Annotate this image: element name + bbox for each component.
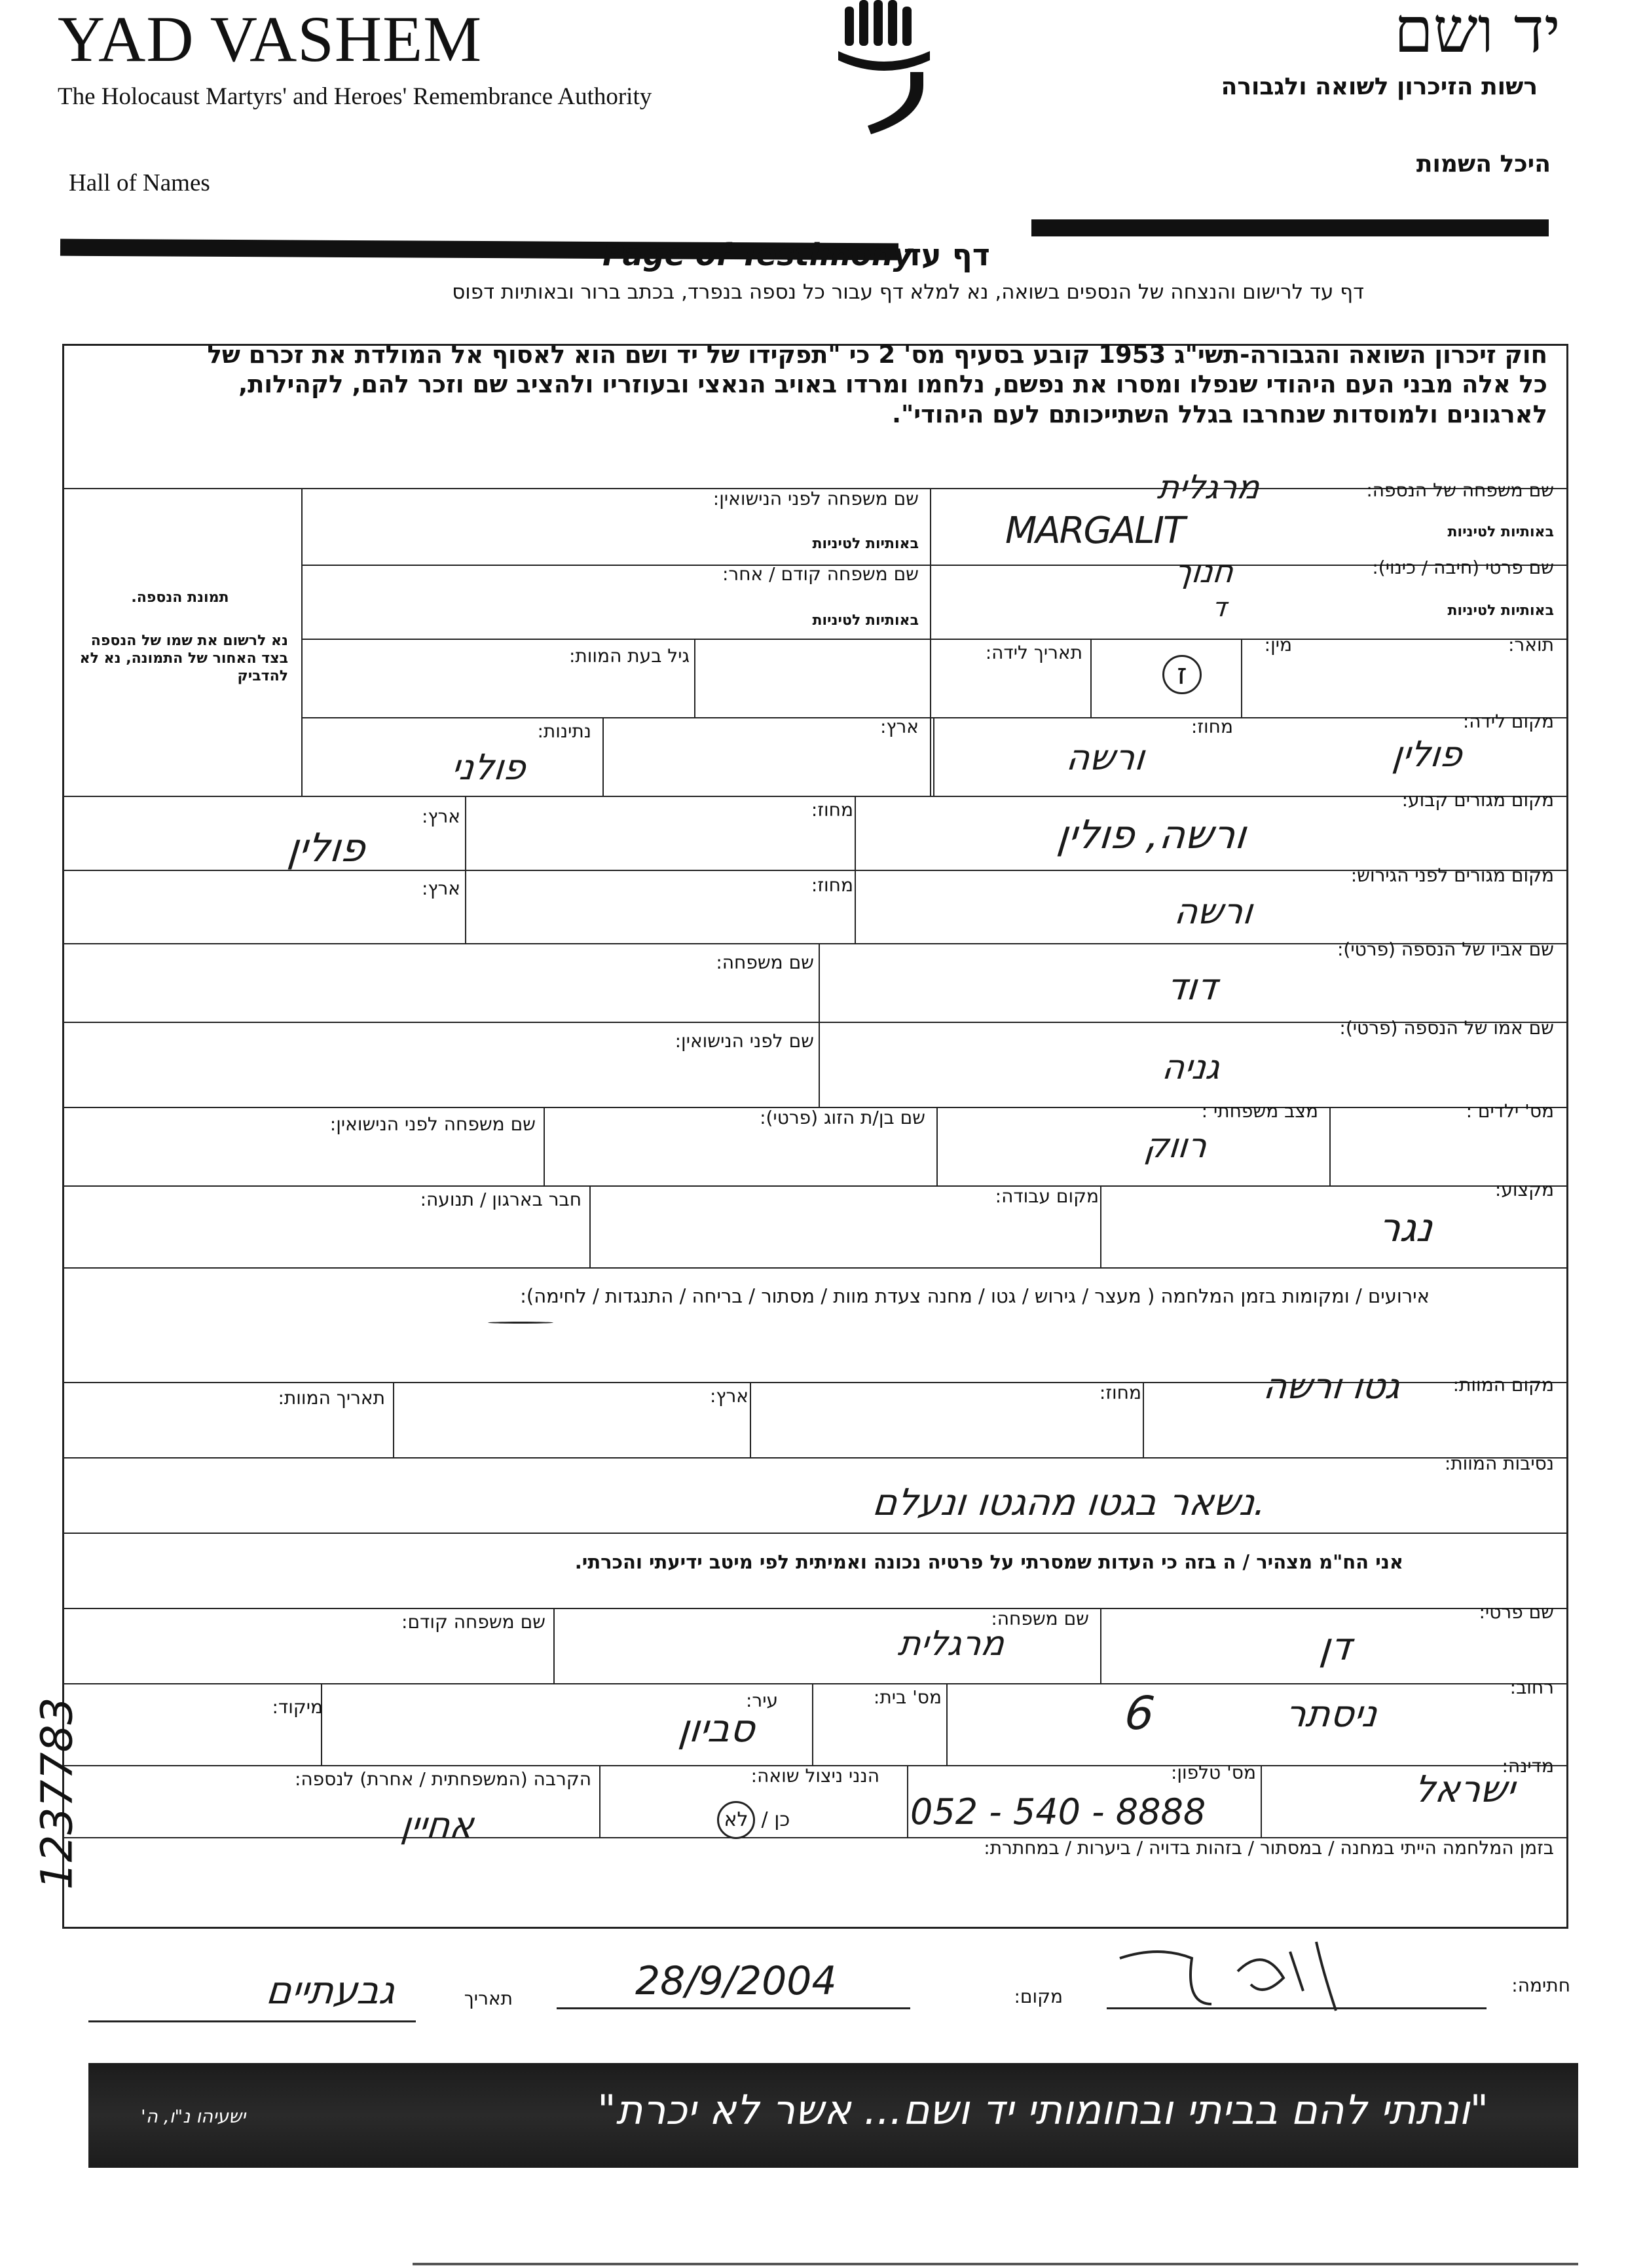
survivor-options[interactable] [717, 1801, 790, 1839]
label-birth-date: תאריך לידה: [985, 642, 1082, 663]
value-father-name: דוד [1164, 966, 1219, 1009]
law-text-2: כל אלה מבני העם היהודי שנפלו ומסרו את נפשם, נלחמו ומרדו באויב הנאצי ובעוזריו ולהציב שם וזכר להם, לקהילות, [238, 370, 1547, 398]
law-text-1: חוק זיכרון השואה והגבורה-תשי"ג 1953 קובע בסעיף מס' 2 כי "תפקידו של יד ושם הוא לאסוף אל המולדת את זכרם של [207, 341, 1547, 369]
value-first-name: חנוך [1172, 553, 1235, 590]
label-place: מקום: [1014, 1986, 1063, 2007]
department-en: Hall of Names [69, 170, 210, 196]
label-birth-country: ארץ: [879, 716, 919, 737]
label-date: תאריך [464, 1988, 513, 2009]
org-name-he: יד ושם [1394, 0, 1561, 67]
label-death-country: ארץ: [709, 1385, 748, 1407]
value-marital-status: רווק [1143, 1126, 1210, 1166]
value-relation: אחיין [399, 1804, 476, 1846]
value-birth-region: ורשה [1064, 737, 1147, 778]
label-perm-region: מחוז: [811, 799, 853, 821]
label-marital-status: מצב משפחתי : [1201, 1100, 1318, 1122]
value-residence-before: ורשה [1172, 891, 1255, 932]
label-father-name: שם אביו של הנספה (פרטי): [1337, 939, 1554, 960]
label-latin-letters-4: באותיות לטיניות [812, 612, 919, 629]
label-prev-family-name: שם משפחה קודם / אחר: [722, 563, 919, 585]
label-before-country: ארץ: [421, 878, 460, 899]
declaration-text: אני הח"מ מצהיר / ה בזה כי העדות שמסרתי על פרטיה נכונה ואמיתית לפי מיטב ידיעתי והכרתי. [574, 1551, 1403, 1573]
org-subtitle-en: The Holocaust Martyrs' and Heroes' Remembrance Authority [58, 83, 652, 110]
department-he: היכל השמות [1416, 151, 1551, 177]
label-spouse-name: שם בן/ת הזוג (פרטי): [760, 1107, 925, 1128]
label-birth-place: מקום לידה: [1462, 711, 1554, 732]
org-subtitle-he: רשות הזיכרון לשואה ולגבורה [1221, 73, 1538, 100]
photo-box-note: נא לרשום את שמו של הנספה בצד האחור של התמונה, נא לא להדביק [79, 633, 288, 684]
label-father-family: שם משפחה: [716, 952, 814, 973]
label-state: מדינה: [1502, 1755, 1554, 1777]
label-mother-name: שם אמו של הנספה (פרטי): [1339, 1017, 1554, 1039]
value-state: ישראל [1412, 1768, 1517, 1811]
photo-box-title: תמונת הנספה. [131, 589, 229, 606]
value-nationality: פולני [449, 747, 528, 788]
field-maiden-name[interactable] [308, 494, 910, 560]
value-perm-residence: ורשה, פולין [1055, 812, 1249, 858]
label-death-date: תאריך המוות: [278, 1387, 385, 1409]
label-perm-country: ארץ: [421, 806, 460, 827]
gender-options[interactable] [1162, 655, 1202, 694]
law-text-3: לארגונים ולמוסדות שנחרבו בגלל השתייכותם לעם היהודי". [891, 400, 1547, 428]
label-title: תואר: [1508, 634, 1554, 656]
label-latin-letters-2: באותיות לטיניות [812, 536, 919, 552]
label-maiden-name: שם משפחה לפני הנישואין: [712, 488, 919, 510]
footer-verse: "ונתתי להם בביתי ובחומותי יד ושם... אשר לא יכרת" [597, 2086, 1488, 2134]
label-nationality: נתינות: [537, 720, 591, 742]
label-perm-residence: מקום מגורים קבוע: [1401, 789, 1554, 811]
value-perm-country: פולין [286, 825, 368, 871]
label-gender: מין: [1264, 634, 1292, 656]
value-date-signed: 28/9/2004 [635, 1958, 837, 2004]
label-workplace: מקום עבודה: [995, 1185, 1099, 1207]
survivor-answer: לא [717, 1801, 755, 1839]
label-org-member: חבר בארגון / תנועה: [420, 1189, 582, 1210]
label-before-region: מחוז: [811, 874, 853, 896]
label-phone: מס' טלפון: [1170, 1762, 1256, 1783]
org-name-en: YAD VASHEM [58, 3, 483, 75]
label-residence-before: מקום מגורים לפני הגירוש: [1350, 864, 1554, 886]
label-relation: הקרבה (המשפחתית / אחרת) לנספה: [294, 1768, 591, 1790]
value-family-name-he: מרגלית [1155, 468, 1262, 506]
value-phone: 052 - 540 - 8888 [910, 1791, 1206, 1832]
label-victim-family-name: שם משפחה של הנספה: [1366, 479, 1554, 501]
survivor-yes-label: כן / [761, 1808, 790, 1831]
title-instruction: דף עד לרישום והנצחה של הנספים בשואה, נא למלא דף עבור כל נספה בנפרד, בכתב ברור ובאותיות דפוס [452, 280, 1364, 304]
label-death-circumstances: נסיבות המוות: [1444, 1453, 1554, 1474]
label-latin-letters-3: באותיות לטיניות [1447, 603, 1554, 619]
label-house-number: מס' בית: [873, 1686, 942, 1708]
label-death-region: מחוז: [1099, 1382, 1141, 1404]
label-num-children: מס' ילדים : [1466, 1100, 1554, 1122]
side-number: 1237783 [31, 1697, 83, 1890]
label-submitter-family: שם משפחה: [991, 1608, 1089, 1629]
label-profession: מקצוע: [1494, 1179, 1554, 1200]
label-age-at-death: גיל בעת המוות: [568, 645, 690, 667]
label-birth-region: מחוז: [1191, 716, 1233, 737]
value-mother-name: גניה [1160, 1048, 1223, 1087]
footer-source: ישעיהו נ"ו, ה' [141, 2106, 246, 2127]
header-bar-right [1031, 219, 1549, 236]
label-wartime-events: אירועים / ומקומות בזמן המלחמה ( מעצר / גירוש / גטו / מחנה צעדת מוות / מסתור / בריחה / התנגדות / לחימה): [520, 1285, 1430, 1307]
label-submitter-prev: שם משפחה קודם: [401, 1611, 545, 1633]
label-spouse-maiden: שם משפחה לפני הנישואין: [329, 1113, 536, 1135]
gender-selected: ז [1162, 655, 1202, 694]
value-profession: נגר [1376, 1205, 1435, 1251]
yad-vashem-logo-icon [832, 0, 936, 138]
label-latin-letters: באותיות לטיניות [1447, 524, 1554, 540]
label-city: עיר: [745, 1690, 778, 1711]
value-death-circumstances: נשאר בגטו מהגטו ונעלם. [870, 1481, 1268, 1524]
label-street: רחוב: [1509, 1677, 1554, 1698]
label-zip: מיקוד: [272, 1696, 323, 1718]
value-submitter-family: מרגלית [896, 1624, 1007, 1664]
label-mother-maiden: שם לפני הנישואין: [674, 1030, 814, 1052]
label-wartime-location: בזמן המלחמה הייתי במחנה / במסתור / בזהות בדויה / ביערות / במחתרת: [984, 1837, 1554, 1859]
value-city: סביון [676, 1706, 758, 1751]
label-first-name: שם פרטי (חיבה / כינוי): [1372, 557, 1554, 578]
label-submitter-first: שם פרטי: [1479, 1601, 1554, 1623]
value-first-name-extra: ד [1210, 593, 1229, 623]
value-house-number: 6 [1122, 1686, 1158, 1740]
value-place-signed: גבעתיים [264, 1968, 397, 2013]
label-signature: חתימה: [1511, 1975, 1570, 1996]
value-street: ניסתר [1283, 1693, 1380, 1736]
signature-mark [1107, 1932, 1369, 2017]
title-he: דף עד [904, 237, 990, 272]
wartime-underline [488, 1322, 553, 1324]
value-submitter-first: דן [1317, 1624, 1354, 1669]
value-family-name-latin: MARGALIT [1005, 510, 1185, 552]
value-birth-place: פולין [1390, 734, 1465, 775]
bottom-rule [413, 2263, 1578, 2265]
value-death-place: גטו ורשה [1261, 1366, 1403, 1407]
label-death-place: מקום המוות: [1452, 1374, 1554, 1396]
label-survivor: הנני ניצול שואה: [750, 1765, 879, 1787]
title-en: Page of Testimony [602, 237, 913, 272]
